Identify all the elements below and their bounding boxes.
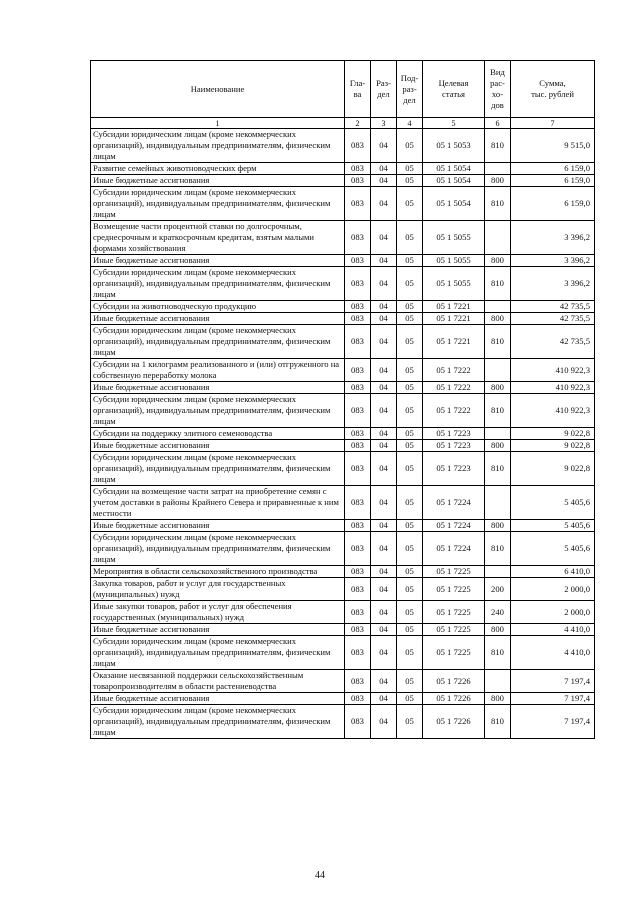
cell-name: Закупка товаров, работ и услуг для государственных (муниципальных) нужд (91, 578, 345, 601)
budget-table (90, 60, 595, 739)
cell-glava: 083 (345, 670, 371, 693)
cell-razdel: 04 (371, 301, 397, 313)
cell-name: Иные бюджетные ассигнования (91, 624, 345, 636)
cell-razdel: 04 (371, 486, 397, 520)
cell-podrazdel: 05 (397, 359, 423, 382)
cell-summa: 4 410,0 (511, 624, 595, 636)
cell-razdel: 04 (371, 566, 397, 578)
cell-name: Субсидии юридическим лицам (кроме некоммерческих организаций), индивидуальным предпринимателям, физическим лицам (91, 325, 345, 359)
column-number: 2 (345, 118, 371, 129)
column-number: 6 (485, 118, 511, 129)
cell-name: Субсидии на 1 килограмм реализованного и (или) отгруженного на собственную переработку молока (91, 359, 345, 382)
cell-podrazdel: 05 (397, 428, 423, 440)
cell-vid (485, 428, 511, 440)
cell-razdel: 04 (371, 601, 397, 624)
table-row (91, 624, 595, 636)
cell-statya: 05 1 7224 (423, 520, 485, 532)
cell-summa: 3 396,2 (511, 267, 595, 301)
column-number: 1 (91, 118, 345, 129)
cell-summa: 3 396,2 (511, 221, 595, 255)
cell-statya: 05 1 7225 (423, 636, 485, 670)
cell-razdel: 04 (371, 670, 397, 693)
table-body (91, 118, 595, 739)
cell-summa: 5 405,6 (511, 520, 595, 532)
table-row (91, 175, 595, 187)
cell-glava: 083 (345, 394, 371, 428)
cell-glava: 083 (345, 163, 371, 175)
cell-razdel: 04 (371, 382, 397, 394)
cell-vid: 810 (485, 187, 511, 221)
cell-razdel: 04 (371, 636, 397, 670)
table-row (91, 440, 595, 452)
cell-razdel: 04 (371, 255, 397, 267)
header-summa: Сумма, тыс. рублей (511, 61, 595, 118)
cell-vid: 200 (485, 578, 511, 601)
cell-razdel: 04 (371, 428, 397, 440)
page-number: 44 (315, 870, 325, 881)
cell-summa: 9 022,8 (511, 452, 595, 486)
cell-glava: 083 (345, 452, 371, 486)
cell-podrazdel: 05 (397, 486, 423, 520)
cell-vid: 800 (485, 382, 511, 394)
cell-statya: 05 1 5054 (423, 187, 485, 221)
cell-statya: 05 1 7225 (423, 601, 485, 624)
cell-podrazdel: 05 (397, 255, 423, 267)
cell-podrazdel: 05 (397, 636, 423, 670)
table-row (91, 566, 595, 578)
cell-vid: 810 (485, 267, 511, 301)
cell-vid (485, 359, 511, 382)
cell-podrazdel: 05 (397, 520, 423, 532)
cell-vid: 800 (485, 175, 511, 187)
cell-statya: 05 1 5055 (423, 255, 485, 267)
cell-glava: 083 (345, 187, 371, 221)
cell-name: Субсидии на животноводческую продукцию (91, 301, 345, 313)
cell-statya: 05 1 7221 (423, 301, 485, 313)
cell-razdel: 04 (371, 267, 397, 301)
header-row (91, 61, 595, 118)
cell-statya: 05 1 5054 (423, 175, 485, 187)
cell-name: Иные бюджетные ассигнования (91, 255, 345, 267)
cell-summa: 9 515,0 (511, 129, 595, 163)
cell-podrazdel: 05 (397, 394, 423, 428)
cell-vid: 800 (485, 520, 511, 532)
cell-summa: 2 000,0 (511, 601, 595, 624)
cell-summa: 4 410,0 (511, 636, 595, 670)
cell-vid: 810 (485, 532, 511, 566)
cell-razdel: 04 (371, 693, 397, 705)
cell-vid (485, 221, 511, 255)
cell-glava: 083 (345, 325, 371, 359)
cell-glava: 083 (345, 624, 371, 636)
cell-name: Субсидии юридическим лицам (кроме некоммерческих организаций), индивидуальным предпринимателям, физическим лицам (91, 532, 345, 566)
cell-podrazdel: 05 (397, 267, 423, 301)
cell-summa: 9 022,8 (511, 428, 595, 440)
cell-summa: 9 022,8 (511, 440, 595, 452)
cell-statya: 05 1 5054 (423, 163, 485, 175)
cell-name: Субсидии на поддержку элитного семеноводства (91, 428, 345, 440)
cell-statya: 05 1 7221 (423, 313, 485, 325)
cell-summa: 2 000,0 (511, 578, 595, 601)
table-row (91, 359, 595, 382)
cell-name: Субсидии юридическим лицам (кроме некоммерческих организаций), индивидуальным предпринимателям, физическим лицам (91, 636, 345, 670)
cell-summa: 410 922,3 (511, 359, 595, 382)
cell-glava: 083 (345, 520, 371, 532)
table-row (91, 636, 595, 670)
cell-vid: 810 (485, 452, 511, 486)
cell-vid: 800 (485, 624, 511, 636)
header-vid: Вид рас- хо- дов (485, 61, 511, 118)
cell-razdel: 04 (371, 624, 397, 636)
cell-summa: 3 396,2 (511, 255, 595, 267)
cell-podrazdel: 05 (397, 382, 423, 394)
cell-name: Иные закупки товаров, работ и услуг для обеспечения государственных (муниципальных) нужд (91, 601, 345, 624)
cell-vid (485, 670, 511, 693)
table-row (91, 428, 595, 440)
cell-podrazdel: 05 (397, 129, 423, 163)
cell-razdel: 04 (371, 705, 397, 739)
cell-glava: 083 (345, 532, 371, 566)
cell-summa: 42 735,5 (511, 301, 595, 313)
cell-glava: 083 (345, 486, 371, 520)
cell-summa: 7 197,4 (511, 693, 595, 705)
cell-glava: 083 (345, 601, 371, 624)
cell-razdel: 04 (371, 187, 397, 221)
cell-name: Субсидии юридическим лицам (кроме некоммерческих организаций), индивидуальным предпринимателям, физическим лицам (91, 129, 345, 163)
cell-summa: 6 410,0 (511, 566, 595, 578)
table-row (91, 255, 595, 267)
cell-name: Иные бюджетные ассигнования (91, 520, 345, 532)
cell-razdel: 04 (371, 394, 397, 428)
cell-name: Иные бюджетные ассигнования (91, 382, 345, 394)
cell-podrazdel: 05 (397, 325, 423, 359)
cell-podrazdel: 05 (397, 313, 423, 325)
table-row (91, 520, 595, 532)
table-row (91, 163, 595, 175)
cell-vid: 800 (485, 440, 511, 452)
cell-razdel: 04 (371, 163, 397, 175)
cell-name: Субсидии юридическим лицам (кроме некоммерческих организаций), индивидуальным предпринимателям, физическим лицам (91, 705, 345, 739)
cell-vid: 800 (485, 313, 511, 325)
table-row (91, 221, 595, 255)
table-row (91, 313, 595, 325)
cell-statya: 05 1 7222 (423, 359, 485, 382)
cell-statya: 05 1 7226 (423, 670, 485, 693)
cell-vid (485, 486, 511, 520)
cell-podrazdel: 05 (397, 532, 423, 566)
table-row (91, 670, 595, 693)
cell-glava: 083 (345, 221, 371, 255)
cell-razdel: 04 (371, 532, 397, 566)
table-row (91, 705, 595, 739)
cell-vid: 810 (485, 325, 511, 359)
cell-summa: 5 405,6 (511, 486, 595, 520)
cell-glava: 083 (345, 175, 371, 187)
cell-name: Иные бюджетные ассигнования (91, 693, 345, 705)
cell-summa: 6 159,0 (511, 163, 595, 175)
cell-razdel: 04 (371, 452, 397, 486)
cell-name: Иные бюджетные ассигнования (91, 313, 345, 325)
cell-glava: 083 (345, 301, 371, 313)
cell-podrazdel: 05 (397, 693, 423, 705)
cell-statya: 05 1 7225 (423, 624, 485, 636)
cell-razdel: 04 (371, 520, 397, 532)
table-row (91, 301, 595, 313)
table-row (91, 325, 595, 359)
cell-podrazdel: 05 (397, 221, 423, 255)
cell-statya: 05 1 5055 (423, 267, 485, 301)
cell-statya: 05 1 7222 (423, 394, 485, 428)
cell-statya: 05 1 7226 (423, 705, 485, 739)
table-row (91, 452, 595, 486)
table-row (91, 578, 595, 601)
cell-summa: 7 197,4 (511, 670, 595, 693)
cell-glava: 083 (345, 440, 371, 452)
cell-vid: 810 (485, 705, 511, 739)
column-number: 7 (511, 118, 595, 129)
cell-name: Иные бюджетные ассигнования (91, 440, 345, 452)
cell-statya: 05 1 7224 (423, 486, 485, 520)
table-row (91, 601, 595, 624)
cell-name: Субсидии юридическим лицам (кроме некоммерческих организаций), индивидуальным предпринимателям, физическим лицам (91, 187, 345, 221)
cell-name: Развитие семейных животноводческих ферм (91, 163, 345, 175)
cell-podrazdel: 05 (397, 578, 423, 601)
cell-glava: 083 (345, 267, 371, 301)
cell-podrazdel: 05 (397, 301, 423, 313)
cell-podrazdel: 05 (397, 452, 423, 486)
cell-vid: 810 (485, 394, 511, 428)
cell-podrazdel: 05 (397, 566, 423, 578)
column-number: 5 (423, 118, 485, 129)
cell-glava: 083 (345, 359, 371, 382)
cell-podrazdel: 05 (397, 187, 423, 221)
column-numbers-row (91, 118, 595, 129)
cell-statya: 05 1 7221 (423, 325, 485, 359)
cell-vid: 800 (485, 693, 511, 705)
cell-statya: 05 1 7225 (423, 578, 485, 601)
cell-podrazdel: 05 (397, 440, 423, 452)
cell-glava: 083 (345, 255, 371, 267)
cell-vid: 240 (485, 601, 511, 624)
cell-razdel: 04 (371, 175, 397, 187)
table-row (91, 394, 595, 428)
column-number: 4 (397, 118, 423, 129)
cell-vid (485, 163, 511, 175)
cell-podrazdel: 05 (397, 175, 423, 187)
cell-razdel: 04 (371, 578, 397, 601)
header-podrazdel: Под- раз- дел (397, 61, 423, 118)
cell-razdel: 04 (371, 325, 397, 359)
header-razdel: Раз- дел (371, 61, 397, 118)
table-row (91, 267, 595, 301)
cell-statya: 05 1 7223 (423, 428, 485, 440)
cell-statya: 05 1 7225 (423, 566, 485, 578)
cell-name: Мероприятия в области сельскохозяйственного производства (91, 566, 345, 578)
table-row (91, 532, 595, 566)
header-name: Наименование (91, 61, 345, 118)
table-row (91, 382, 595, 394)
cell-razdel: 04 (371, 221, 397, 255)
cell-glava: 083 (345, 693, 371, 705)
cell-vid (485, 301, 511, 313)
header-glava: Гла- ва (345, 61, 371, 118)
cell-summa: 7 197,4 (511, 705, 595, 739)
cell-vid (485, 566, 511, 578)
cell-name: Иные бюджетные ассигнования (91, 175, 345, 187)
table-row (91, 486, 595, 520)
cell-summa: 6 159,0 (511, 187, 595, 221)
cell-summa: 5 405,6 (511, 532, 595, 566)
cell-statya: 05 1 7226 (423, 693, 485, 705)
cell-name: Возмещение части процентной ставки по долгосрочным, среднесрочным и краткосрочным кредитам, взятым малыми формами хозяйствования (91, 221, 345, 255)
cell-summa: 410 922,3 (511, 394, 595, 428)
cell-statya: 05 1 5055 (423, 221, 485, 255)
cell-summa: 42 735,5 (511, 325, 595, 359)
cell-statya: 05 1 7223 (423, 452, 485, 486)
cell-glava: 083 (345, 129, 371, 163)
table-row (91, 129, 595, 163)
cell-glava: 083 (345, 566, 371, 578)
cell-glava: 083 (345, 578, 371, 601)
cell-vid: 810 (485, 129, 511, 163)
column-number: 3 (371, 118, 397, 129)
header-statya: Целевая статья (423, 61, 485, 118)
cell-razdel: 04 (371, 359, 397, 382)
cell-name: Субсидии юридическим лицам (кроме некоммерческих организаций), индивидуальным предпринимателям, физическим лицам (91, 452, 345, 486)
cell-name: Оказание несвязанной поддержки сельскохозяйственным товаропроизводителям в области растениеводства (91, 670, 345, 693)
cell-glava: 083 (345, 313, 371, 325)
table-row (91, 187, 595, 221)
cell-vid: 810 (485, 636, 511, 670)
cell-podrazdel: 05 (397, 624, 423, 636)
cell-statya: 05 1 5053 (423, 129, 485, 163)
table-row (91, 693, 595, 705)
cell-razdel: 04 (371, 313, 397, 325)
cell-summa: 410 922,3 (511, 382, 595, 394)
cell-podrazdel: 05 (397, 601, 423, 624)
cell-name: Субсидии юридическим лицам (кроме некоммерческих организаций), индивидуальным предпринимателям, физическим лицам (91, 267, 345, 301)
cell-razdel: 04 (371, 440, 397, 452)
cell-razdel: 04 (371, 129, 397, 163)
cell-glava: 083 (345, 636, 371, 670)
cell-podrazdel: 05 (397, 705, 423, 739)
cell-summa: 42 735,5 (511, 313, 595, 325)
cell-glava: 083 (345, 382, 371, 394)
cell-podrazdel: 05 (397, 670, 423, 693)
cell-name: Субсидии на возмещение части затрат на приобретение семян с учетом доставки в районы Крайнего Севера и приравненные к ним местности (91, 486, 345, 520)
cell-statya: 05 1 7222 (423, 382, 485, 394)
cell-podrazdel: 05 (397, 163, 423, 175)
cell-glava: 083 (345, 428, 371, 440)
cell-vid: 800 (485, 255, 511, 267)
cell-name: Субсидии юридическим лицам (кроме некоммерческих организаций), индивидуальным предпринимателям, физическим лицам (91, 394, 345, 428)
cell-glava: 083 (345, 705, 371, 739)
cell-statya: 05 1 7223 (423, 440, 485, 452)
cell-statya: 05 1 7224 (423, 532, 485, 566)
cell-summa: 6 159,0 (511, 175, 595, 187)
